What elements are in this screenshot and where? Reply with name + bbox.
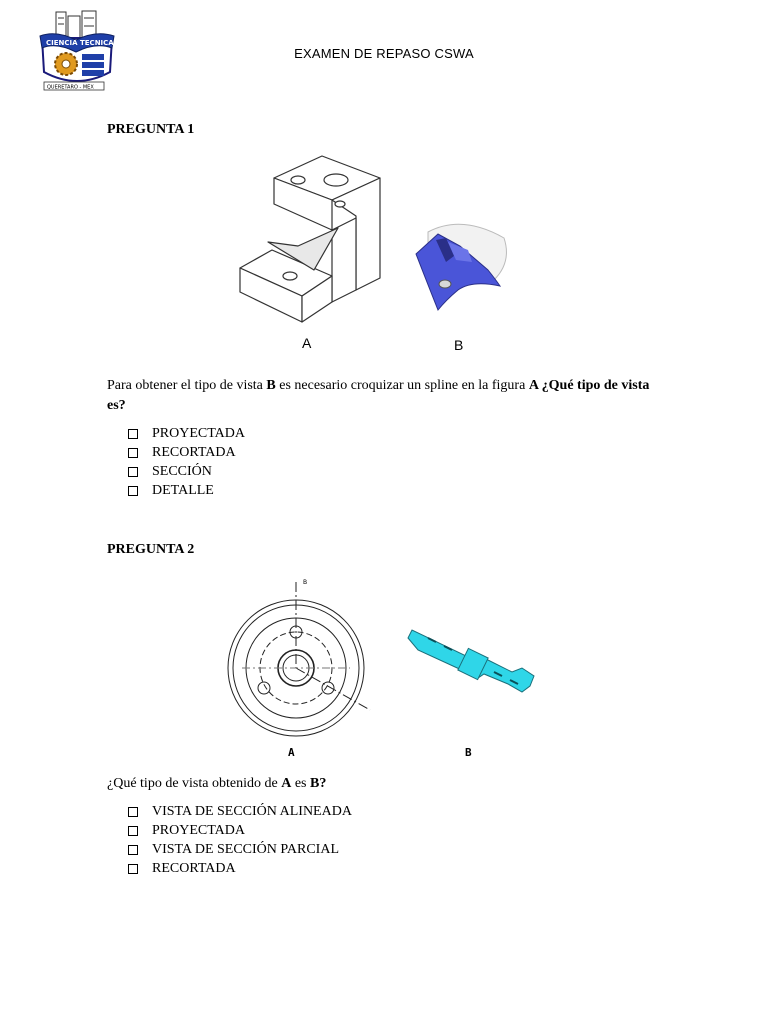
option-proyectada[interactable]: PROYECTADA <box>128 424 245 443</box>
figure-2-label-b: B <box>465 746 472 759</box>
logo-text-right: TECNICA <box>80 39 114 47</box>
figure-1-label-b: B <box>454 337 464 353</box>
checkbox[interactable] <box>128 864 138 874</box>
logo-text-left: CIENCIA <box>46 39 78 47</box>
logo-text-bottom: QUERETARO - MEX <box>47 84 94 91</box>
checkbox[interactable] <box>128 845 138 855</box>
checkbox[interactable] <box>128 467 138 477</box>
option-vista-seccion-parcial[interactable]: VISTA DE SECCIÓN PARCIAL <box>128 840 352 859</box>
isometric-part-a <box>240 156 380 322</box>
option-recortada[interactable]: RECORTADA <box>128 859 352 878</box>
question-2-text: ¿Qué tipo de vista obtenido de A es B? <box>107 776 327 791</box>
checkbox[interactable] <box>128 448 138 458</box>
option-proyectada[interactable]: PROYECTADA <box>128 821 352 840</box>
question-2-figure <box>222 568 552 764</box>
aligned-section-b <box>408 630 534 692</box>
question-1-text: Para obtener el tipo de vista B es necesario croquizar un spline en la figura A ¿Qué tipo de vista es? <box>107 378 650 413</box>
question-1-options <box>128 424 245 500</box>
checkbox[interactable] <box>128 486 138 496</box>
broken-out-section-b <box>416 224 506 310</box>
circular-part-a <box>228 582 370 736</box>
option-recortada[interactable]: RECORTADA <box>128 443 245 462</box>
figure-2-label-a: A <box>288 746 295 759</box>
question-1-figure <box>232 150 532 360</box>
section-cut-label: B <box>303 579 308 586</box>
figure-1-label-a: A <box>302 335 312 351</box>
question-1-heading: PREGUNTA 1 <box>107 122 195 137</box>
checkbox[interactable] <box>128 807 138 817</box>
document-title: EXAMEN DE REPASO CSWA <box>294 46 474 61</box>
option-vista-seccion-alineada[interactable]: VISTA DE SECCIÓN ALINEADA <box>128 802 352 821</box>
question-2-heading: PREGUNTA 2 <box>107 542 195 557</box>
checkbox[interactable] <box>128 429 138 439</box>
option-detalle[interactable]: DETALLE <box>128 481 245 500</box>
checkbox[interactable] <box>128 826 138 836</box>
option-seccion[interactable]: SECCIÓN <box>128 462 245 481</box>
question-2-options <box>128 802 352 878</box>
